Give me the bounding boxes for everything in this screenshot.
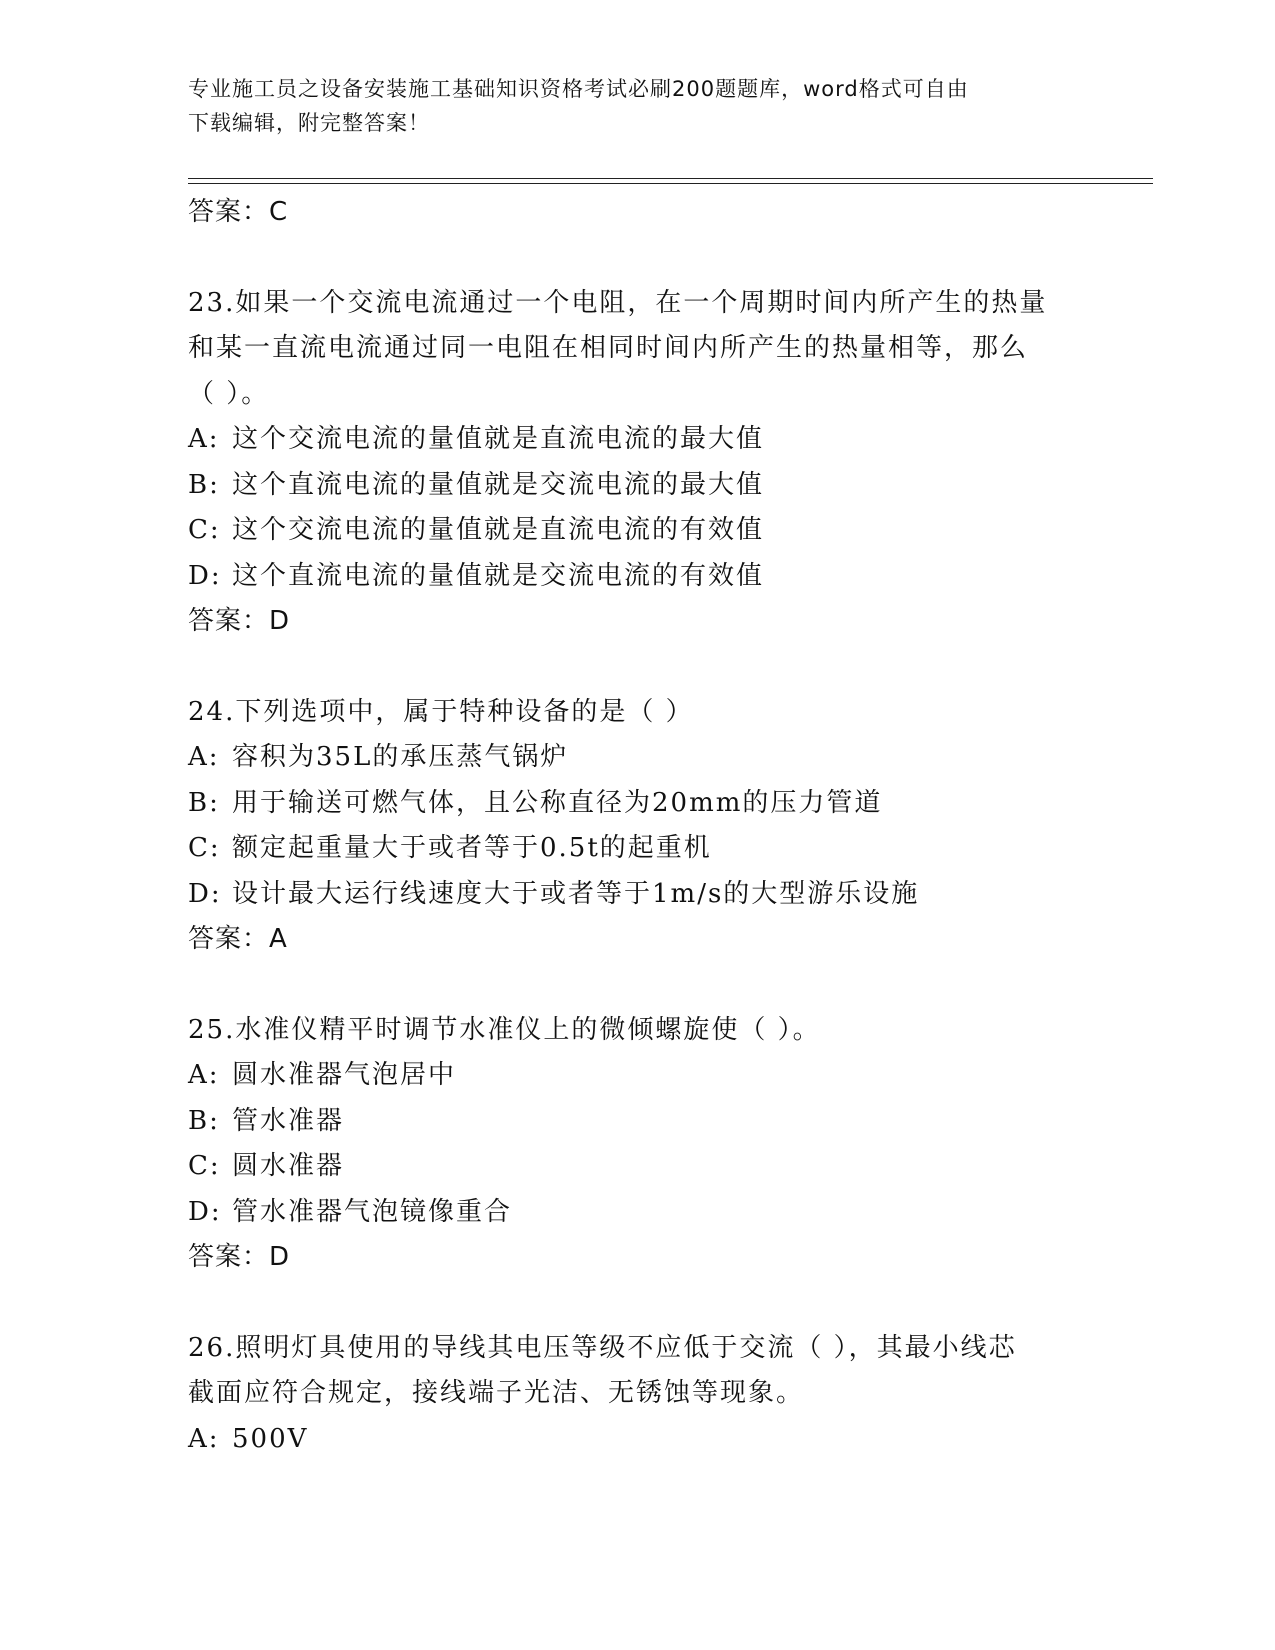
option-b [188,781,1088,827]
question-line: 23.如果一个交流电流通过一个电阻，在一个周期时间内所产生的热量 [188,287,1048,318]
question-line: 26.照明灯具使用的导线其电压等级不应低于交流（ ），其最小线芯 [188,1332,1017,1363]
option-letter: A: [188,742,220,772]
answer-value: C [269,197,289,227]
question-25 [188,1008,1088,1281]
option-text: 额定起重量大于或者等于0.5t的起重机 [232,833,712,863]
answer-prefix: 答案： [188,1242,270,1272]
answer-line [188,917,1088,963]
header-divider-bottom [188,183,1153,184]
option-b [188,1099,1088,1145]
answer-prefix: 答案： [188,606,270,636]
option-text: 圆水准器气泡居中 [232,1060,457,1090]
question-list [188,190,1088,1462]
option-letter: C: [188,515,221,545]
question-line: 24.下列选项中，属于特种设备的是（ ） [188,696,694,727]
question-23 [188,281,1088,645]
option-c [188,1144,1088,1190]
option-a [188,735,1088,781]
option-letter: A: [188,1060,220,1090]
question-text [188,1008,1088,1054]
option-letter: C: [188,833,221,863]
option-text: 500V [232,1423,309,1454]
option-letter: B: [188,1105,220,1136]
option-letter: D: [188,560,222,591]
question-text [188,1326,1088,1417]
option-b [188,463,1088,509]
header-divider-top [188,178,1153,179]
option-text: 管水准器 [232,1105,345,1136]
answer-value: D [269,1242,291,1272]
answer-prefix: 答案： [188,924,270,954]
option-text: 这个直流电流的量值就是交流电流的最大值 [232,469,765,500]
option-letter: A: [188,1423,220,1454]
question-line: 和某一直流电流通过同一电阻在相同时间内所产生的热量相等，那么 [188,333,1029,363]
document-header [188,72,1088,140]
option-text: 管水准器气泡镜像重合 [232,1196,513,1227]
option-c [188,826,1088,872]
question-24 [188,690,1088,963]
option-d [188,1190,1088,1236]
option-letter: D: [188,1196,222,1227]
answer-value: D [269,606,291,636]
answer-value: A [269,924,288,954]
option-d [188,554,1088,600]
question-line: 截面应符合规定，接线端子光洁、无锈蚀等现象。 [188,1378,805,1408]
option-c [188,508,1088,554]
option-a [188,1417,1088,1463]
option-d [188,872,1088,918]
option-letter: C: [188,1151,221,1181]
option-text: 这个交流电流的量值就是直流电流的有效值 [232,515,765,545]
option-a [188,417,1088,463]
answer-line [188,190,1088,236]
option-text: 圆水准器 [232,1151,345,1181]
option-text: 这个直流电流的量值就是交流电流的有效值 [232,560,765,591]
header-line-2: 下载编辑，附完整答案！ [188,111,430,135]
option-text: 这个交流电流的量值就是直流电流的最大值 [232,424,765,454]
answer-line [188,1235,1088,1281]
option-text: 设计最大运行线速度大于或者等于1m/s的大型游乐设施 [232,878,920,909]
question-line: 25.水准仪精平时调节水准仪上的微倾螺旋使（ ）。 [188,1014,821,1045]
question-text [188,281,1088,418]
answer-prefix: 答案： [188,197,270,227]
question-26 [188,1326,1088,1463]
option-letter: A: [188,424,220,454]
option-a [188,1053,1088,1099]
option-text: 用于输送可燃气体，且公称直径为20mm的压力管道 [232,787,883,818]
option-letter: D: [188,878,222,909]
question-line: （ ）。 [188,378,270,409]
question-text [188,690,1088,736]
answer-line [188,599,1088,645]
header-line-1: 专业施工员之设备安装施工基础知识资格考试必刷200题题库，word格式可自由 [188,77,969,101]
option-letter: B: [188,787,220,818]
option-letter: B: [188,469,220,500]
option-text: 容积为35L的承压蒸气锅炉 [232,742,569,772]
